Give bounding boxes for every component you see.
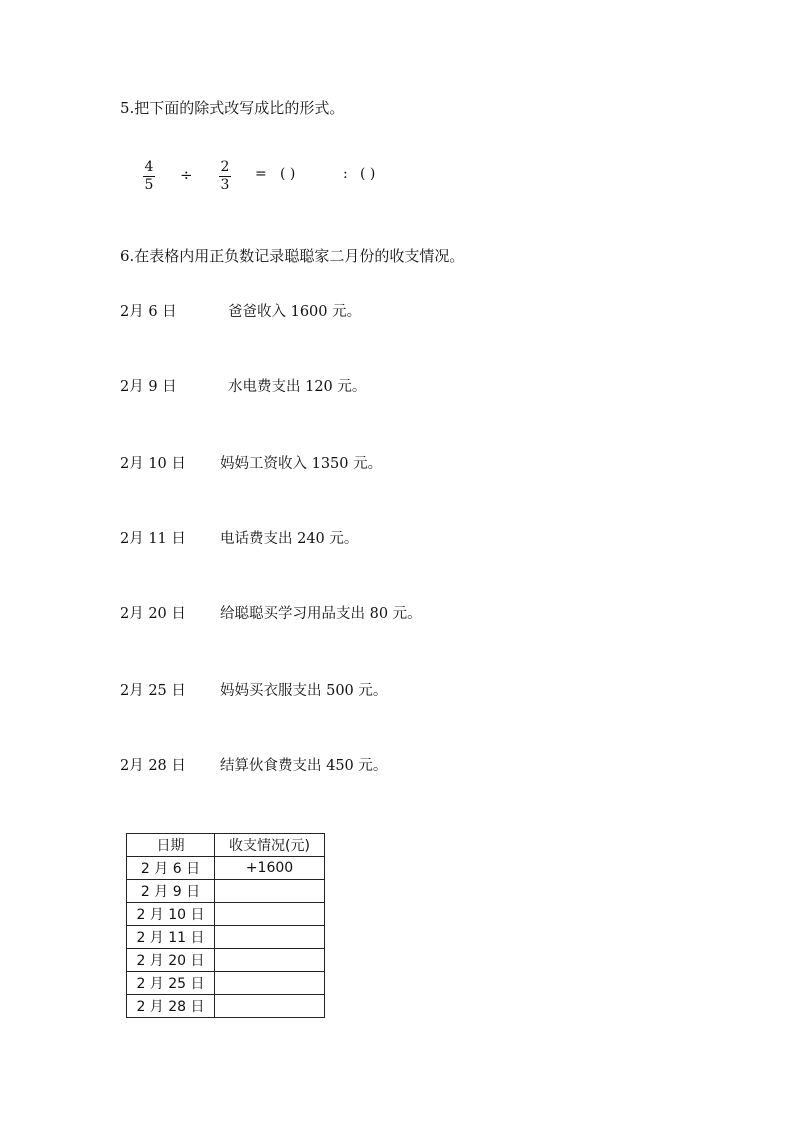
record-date: 2月 25 日 [120,683,186,699]
record-description: 爸爸收入 1600 元。 [228,304,362,320]
answer-blank-right[interactable]: ( ) [360,166,376,182]
table-row [127,995,325,1018]
record-date: 2月 28 日 [120,758,186,774]
fraction-four-fifths [143,160,155,193]
equals-sign: = [255,166,267,182]
record-date: 2月 10 日 [120,456,186,472]
amount-cell[interactable] [215,995,325,1018]
date-cell: 2 月 10 日 [127,903,215,926]
answer-blank-left[interactable]: ( ) [280,166,296,182]
date-cell: 2 月 6 日 [127,857,215,880]
amount-cell[interactable] [215,949,325,972]
date-cell: 2 月 28 日 [127,995,215,1018]
fraction-denominator: 5 [144,177,154,193]
record-description: 妈妈买衣服支出 500 元。 [220,683,388,699]
header-amount: 收支情况(元) [215,834,325,857]
record-date: 2月 6 日 [120,304,177,320]
table-row [127,857,325,880]
record-date: 2月 11 日 [120,531,186,547]
table-row [127,903,325,926]
fraction-two-thirds [219,160,231,193]
date-cell: 2 月 20 日 [127,949,215,972]
fraction-denominator: 3 [220,177,230,193]
record-description: 给聪聪买学习用品支出 80 元。 [220,606,422,622]
table-row [127,972,325,995]
header-date: 日期 [127,834,215,857]
amount-cell[interactable] [215,903,325,926]
amount-cell[interactable] [215,926,325,949]
fraction-numerator: 4 [144,159,154,175]
division-sign: ÷ [180,166,193,184]
income-expense-table [126,833,325,1018]
record-description: 结算伙食费支出 450 元。 [220,758,388,774]
table-row [127,926,325,949]
table-row [127,949,325,972]
question-6-title: 6.在表格内用正负数记录聪聪家二月份的收支情况。 [120,247,465,265]
record-description: 水电费支出 120 元。 [228,379,367,395]
record-description: 妈妈工资收入 1350 元。 [220,456,383,472]
record-description: 电话费支出 240 元。 [220,531,359,547]
ratio-colon: : [343,166,348,182]
table-header-row [127,834,325,857]
date-cell: 2 月 25 日 [127,972,215,995]
record-date: 2月 20 日 [120,606,186,622]
amount-cell[interactable]: +1600 [215,857,325,880]
record-date: 2月 9 日 [120,379,177,395]
date-cell: 2 月 9 日 [127,880,215,903]
amount-cell[interactable] [215,880,325,903]
amount-cell[interactable] [215,972,325,995]
question-5-title: 5.把下面的除式改写成比的形式。 [120,99,345,117]
table-row [127,880,325,903]
fraction-numerator: 2 [220,159,230,175]
date-cell: 2 月 11 日 [127,926,215,949]
